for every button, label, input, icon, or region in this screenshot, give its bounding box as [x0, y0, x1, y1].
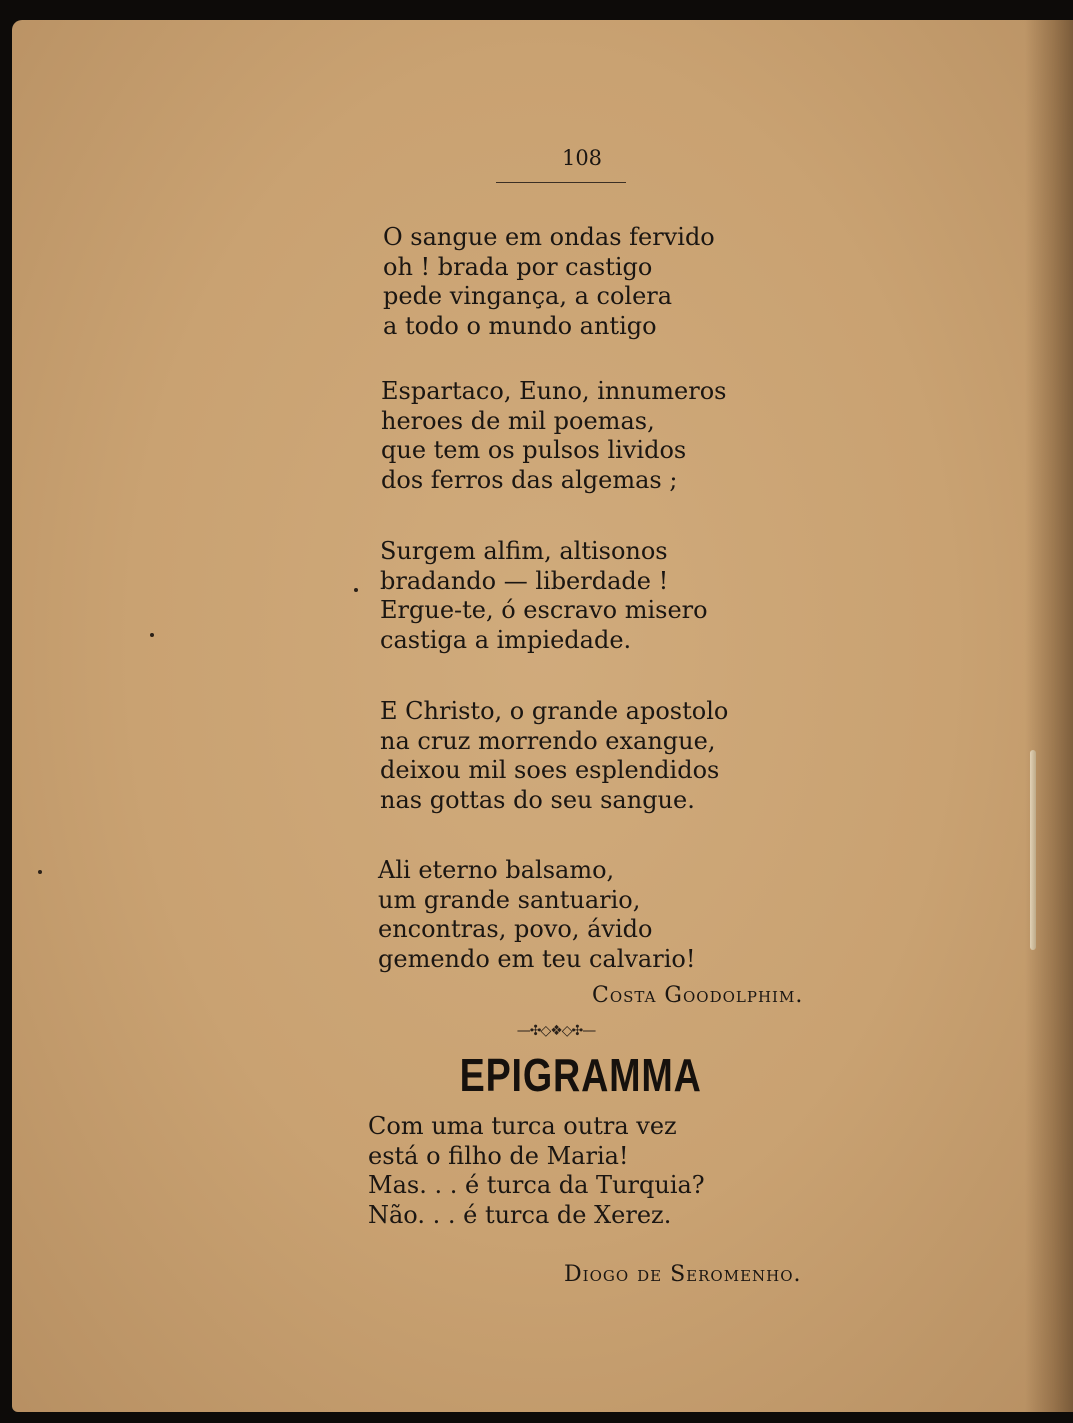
epigram-line: Mas. . . é turca da Turquia? — [368, 1171, 705, 1199]
epigram-line: está o filho de Maria! — [368, 1141, 629, 1170]
book-page — [12, 20, 1073, 1412]
header-rule — [496, 182, 626, 183]
poem-line: heroes de mil poemas, — [381, 406, 655, 435]
poem-line: Ergue-te, ó escravo misero — [380, 596, 708, 624]
poem-line: E Christo, o grande apostolo — [380, 697, 729, 725]
poem-line: Espartaco, Euno, innumeros — [381, 377, 727, 405]
poem-author: Costa Goodolphim. — [592, 983, 804, 1008]
poem-line: a todo o mundo antigo — [383, 311, 657, 340]
poem-stanza-1 — [383, 223, 715, 341]
poem-line: bradando — liberdade ! — [380, 566, 669, 595]
poem-stanza-4 — [380, 697, 728, 815]
poem-line: um grande santuario, — [378, 885, 641, 914]
poem-line: oh ! brada por castigo — [383, 252, 653, 281]
poem-stanza-2 — [381, 377, 726, 495]
poem-line: na cruz morrendo exangue, — [380, 726, 716, 755]
poem-line: gemendo em teu calvario! — [378, 944, 696, 973]
epigram-author: Diogo de Seromenho. — [564, 1262, 802, 1287]
poem-line: encontras, povo, ávido — [378, 915, 653, 943]
poem-line: Ali eterno balsamo, — [378, 856, 615, 884]
poem-stanza-5 — [378, 856, 695, 974]
poem-line: O sangue em ondas fervido — [383, 223, 715, 251]
epigram-line: Não. . . é turca de Xerez. — [368, 1200, 672, 1229]
epigram-line: Com uma turca outra vez — [368, 1112, 677, 1140]
poem-line: pede vingança, a colera — [383, 282, 673, 310]
poem-line: deixou mil soes esplendidos — [380, 756, 720, 784]
page-number: 108 — [561, 146, 603, 170]
epigram-stanza — [368, 1112, 705, 1230]
ink-speck — [354, 588, 358, 592]
ornament-divider: —✣◇❖◇✣— — [516, 1023, 596, 1039]
poem-line: Surgem alfim, altisonos — [380, 537, 668, 565]
poem-line: dos ferros das algemas ; — [381, 465, 678, 494]
ink-speck — [38, 870, 42, 874]
binding-thread — [1030, 750, 1036, 950]
poem-line: que tem os pulsos lividos — [381, 436, 687, 464]
poem-stanza-3 — [380, 537, 708, 655]
poem-line: castiga a impiedade. — [380, 625, 632, 654]
poem-line: nas gottas do seu sangue. — [380, 785, 695, 814]
page-gutter-shadow — [1025, 20, 1073, 1412]
epigram-title: EPIGRAMMA — [459, 1049, 702, 1101]
ink-speck — [150, 633, 154, 637]
